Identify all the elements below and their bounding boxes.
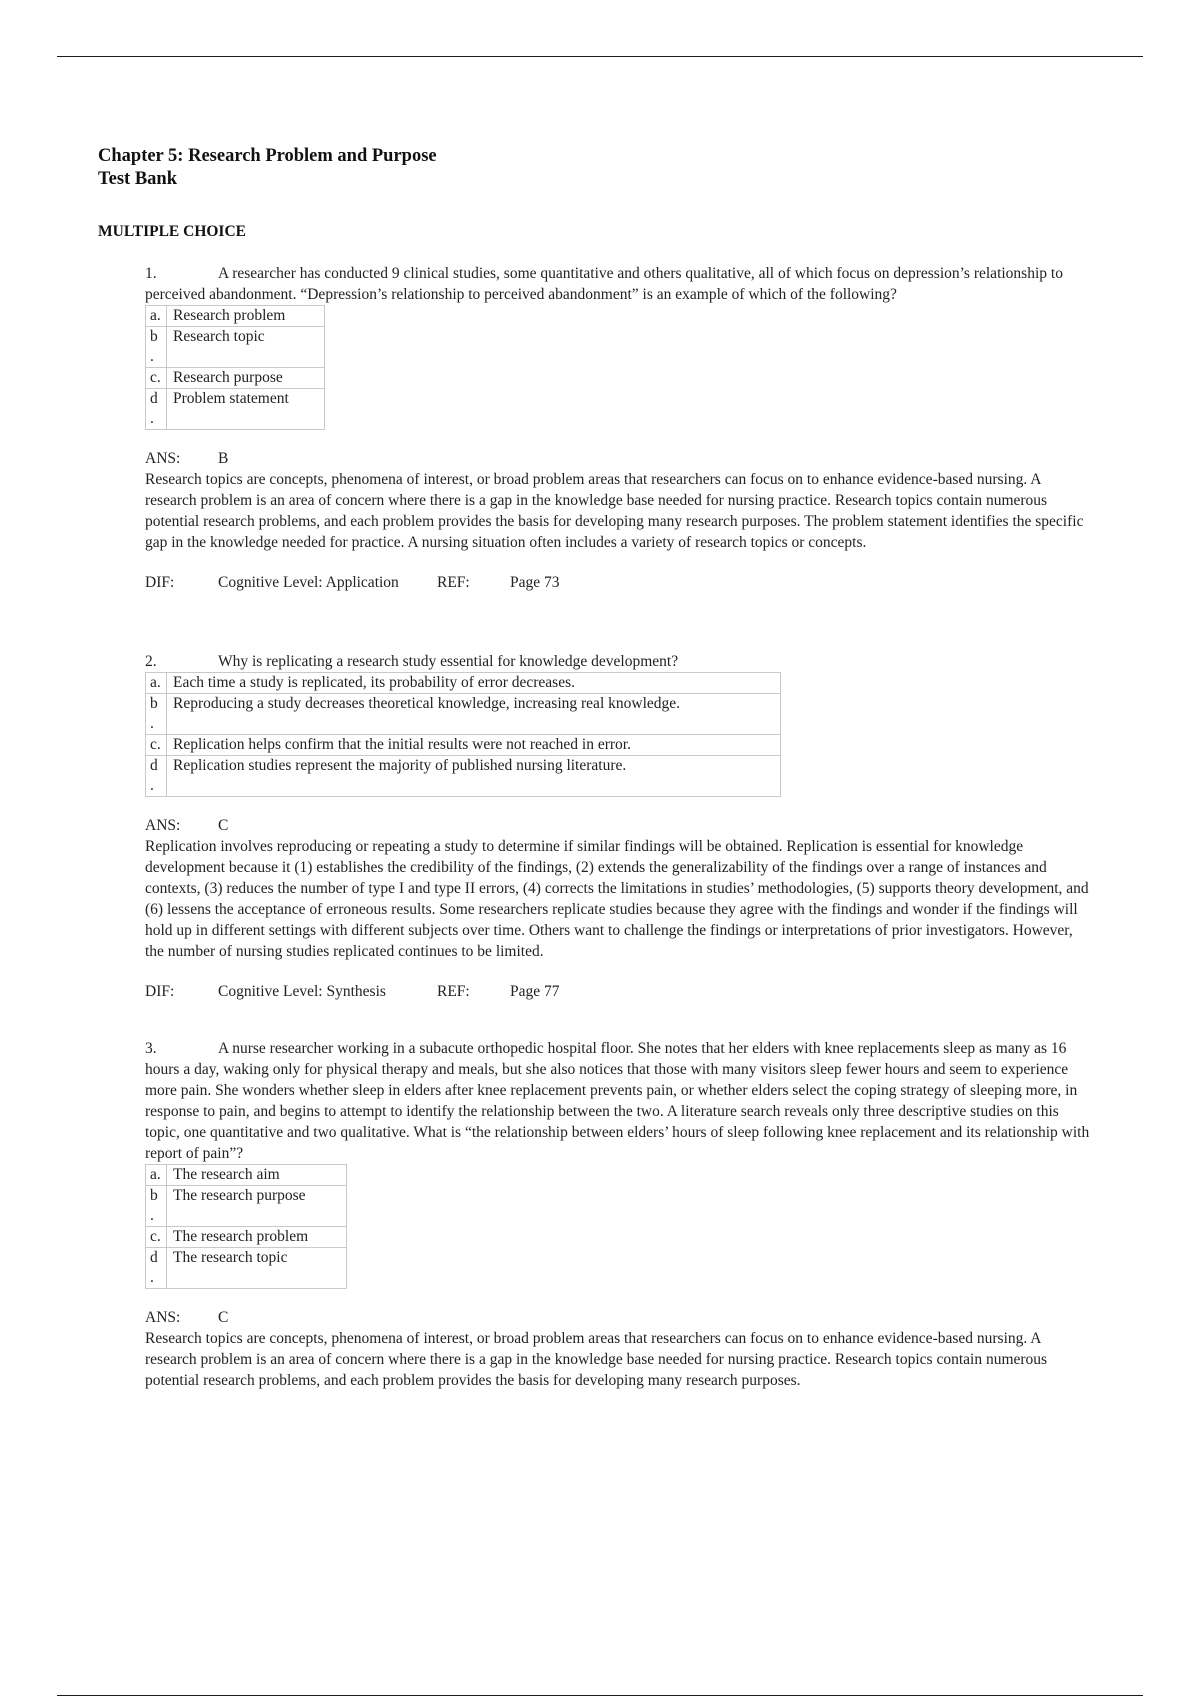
option-text: Problem statement <box>167 389 325 430</box>
option-row <box>146 694 781 735</box>
option-row <box>146 1248 347 1289</box>
question-2 <box>145 651 1095 1002</box>
top-rule <box>57 56 1143 57</box>
option-row <box>146 1227 347 1248</box>
section-heading: MULTIPLE CHOICE <box>98 223 246 240</box>
option-text: Each time a study is replicated, its probability of error decreases. <box>167 673 781 694</box>
options-table <box>145 1164 347 1289</box>
option-text: Research purpose <box>167 368 325 389</box>
question-text: A researcher has conducted 9 clinical studies, some quantitative and others qualitative, all of which focus on depression’s relationship to perceived abandonment. “Depression’s relationship to perceived abandonment” is an example of which of the following? <box>145 265 1063 303</box>
question-stem <box>145 1038 1095 1164</box>
option-letter: a. <box>146 1165 167 1186</box>
option-row <box>146 389 325 430</box>
difficulty: Cognitive Level: Application <box>218 574 399 591</box>
option-text: The research aim <box>167 1165 347 1186</box>
option-letter: c. <box>146 368 167 389</box>
option-row <box>146 673 781 694</box>
option-row <box>146 756 781 797</box>
option-text: Research topic <box>167 327 325 368</box>
option-text: The research purpose <box>167 1186 347 1227</box>
dif-label: DIF: <box>145 983 175 1000</box>
chapter-title: Chapter 5: Research Problem and Purpose <box>98 146 437 166</box>
question-1 <box>145 263 1095 593</box>
option-text: Research problem <box>167 306 325 327</box>
option-letter: d . <box>146 389 167 430</box>
option-text: The research problem <box>167 1227 347 1248</box>
option-letter: b . <box>146 694 167 735</box>
options-table <box>145 305 325 430</box>
question-stem <box>145 651 1095 672</box>
option-row <box>146 306 325 327</box>
option-letter: c. <box>146 735 167 756</box>
test-bank-subtitle: Test Bank <box>98 169 178 189</box>
question-number: 1. <box>145 265 157 282</box>
question-3 <box>145 1038 1095 1391</box>
question-stem <box>145 263 1095 305</box>
ans-label: ANS: <box>145 817 181 834</box>
answer-line <box>145 815 1095 836</box>
question-number: 2. <box>145 653 157 670</box>
answer-key: C <box>218 1309 229 1326</box>
option-row <box>146 1186 347 1227</box>
answer-line <box>145 448 1095 469</box>
answer-key: C <box>218 817 229 834</box>
rationale: Replication involves reproducing or repeating a study to determine if similar findings will be obtained. Replication is essential for knowledge development because it (1) establishes the credibility of the findings, (2) extends the generalizability of the findings over a range of instances and contexts, (3) reduces the number of type I and type II errors, (4) corrects the limitations in studies’ methodologies, (5) supports theory development, and (6) lessens the acceptance of erroneous results. Some researchers replicate studies because they agree with the findings and wonder if the findings will hold up in different settings with different subjects over time. Others want to challenge the findings or interpretations of prior investigators. However, the number of nursing studies replicated continues to be limited. <box>145 838 1089 960</box>
option-letter: a. <box>146 673 167 694</box>
ans-label: ANS: <box>145 450 181 467</box>
bottom-rule <box>57 1695 1143 1696</box>
ref-label: REF: <box>437 574 470 591</box>
option-text: Replication helps confirm that the initial results were not reached in error. <box>167 735 781 756</box>
dif-ref-line <box>145 981 1095 1002</box>
answer-key: B <box>218 450 229 467</box>
option-row <box>146 368 325 389</box>
option-letter: a. <box>146 306 167 327</box>
dif-label: DIF: <box>145 574 175 591</box>
option-row <box>146 735 781 756</box>
option-letter: d . <box>146 756 167 797</box>
option-text: Reproducing a study decreases theoretical knowledge, increasing real knowledge. <box>167 694 781 735</box>
rationale: Research topics are concepts, phenomena of interest, or broad problem areas that researchers can focus on to enhance evidence-based nursing. A research problem is an area of concern where there is a gap in the knowledge base needed for nursing practice. Research topics contain numerous potential research problems, and each problem provides the basis for developing many research purposes. <box>145 1330 1048 1389</box>
question-text: A nurse researcher working in a subacute orthopedic hospital floor. She notes that her elders with knee replacements sleep as many as 16 hours a day, waking only for physical therapy and meals, but she also notices that those with many visitors sleep fewer hours and seem to experience more pain. She wonders whether sleep in elders after knee replacement prevents pain, or whether elders select the coping strategy of sleeping more, in response to pain, and begins to attempt to identify the relationship between the two. A literature search reveals only three descriptive studies on this topic, one quantitative and two qualitative. What is “the relationship between elders’ hours of sleep following knee replacement and its relationship with report of pain”? <box>145 1040 1090 1162</box>
title-block <box>98 145 437 191</box>
question-number: 3. <box>145 1040 157 1057</box>
answer-line <box>145 1307 1095 1328</box>
page-reference: Page 77 <box>510 983 560 1000</box>
option-letter: c. <box>146 1227 167 1248</box>
ans-label: ANS: <box>145 1309 181 1326</box>
dif-ref-line <box>145 572 1095 593</box>
question-text: Why is replicating a research study essential for knowledge development? <box>218 653 679 670</box>
page-reference: Page 73 <box>510 574 560 591</box>
option-text: The research topic <box>167 1248 347 1289</box>
difficulty: Cognitive Level: Synthesis <box>218 983 386 1000</box>
ref-label: REF: <box>437 983 470 1000</box>
option-letter: d . <box>146 1248 167 1289</box>
rationale: Research topics are concepts, phenomena of interest, or broad problem areas that researchers can focus on to enhance evidence-based nursing. A research problem is an area of concern where there is a gap in the knowledge base needed for nursing practice. Research topics contain numerous potential research problems, and each problem provides the basis for developing many research purposes. The problem statement identifies the specific gap in the knowledge needed for practice. A nursing situation often includes a variety of research topics or concepts. <box>145 471 1084 551</box>
option-row <box>146 1165 347 1186</box>
options-table <box>145 672 781 797</box>
option-row <box>146 327 325 368</box>
option-letter: b . <box>146 1186 167 1227</box>
option-letter: b . <box>146 327 167 368</box>
option-text: Replication studies represent the majority of published nursing literature. <box>167 756 781 797</box>
